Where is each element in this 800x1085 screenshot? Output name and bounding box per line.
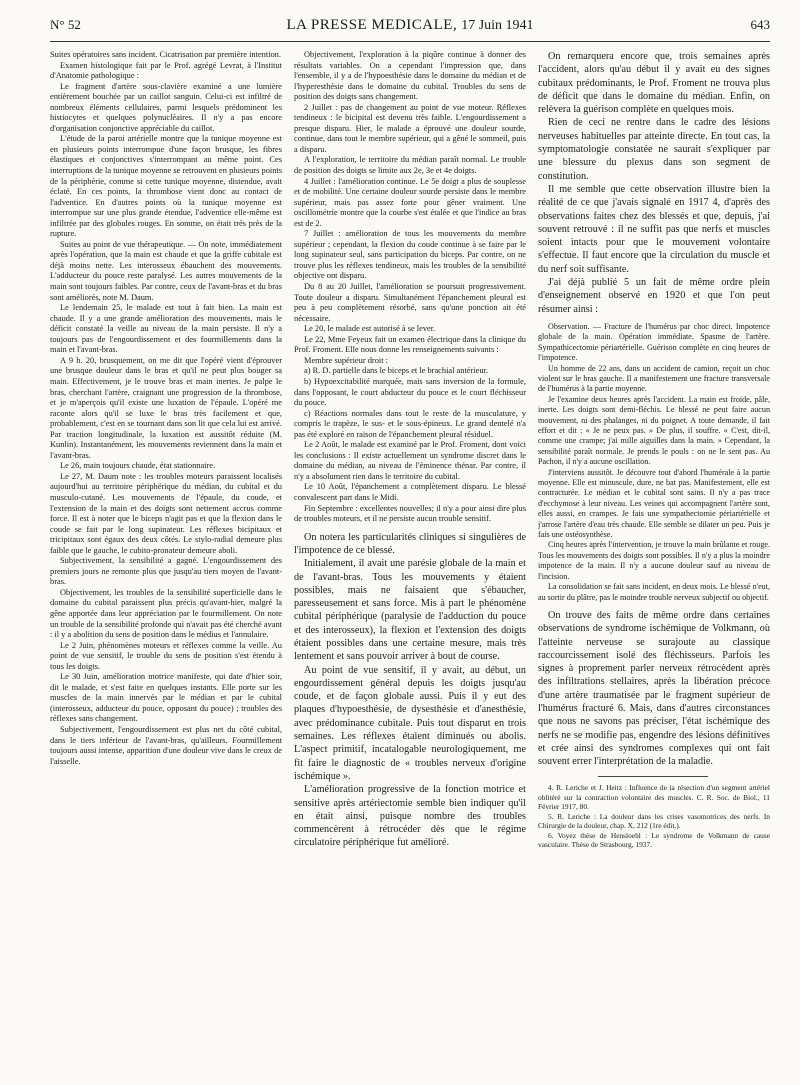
paragraph: J'ai déjà publié 5 un fait de même ordre plein d'enseignement observé en 1920 et que l'on peut résumer ainsi : (538, 277, 770, 315)
paragraph: Examen histologique fait par le Prof. agrégé Levrat, à l'Institut d'Anatomie pathologique : (50, 60, 282, 81)
paragraph: 4 Juillet : l'amélioration continue. Le 5e doigt a plus de souplesse et de mobilité. Une certaine douleur sourde persiste dans le membre supérieur, mais pas assez forte pour gêner vraiment. Une oscillométrie montre que la courbe s'est étalée et que l'indice au bras est de 2. (294, 176, 526, 228)
paragraph: Il me semble que cette observation illustre bien la réalité de ce que j'avais signalé en 1917 4, d'après des observations faites chez des blessés et que, depuis, j'ai souvent retrouvé : il ne suffit pas que nerfs et muscles soient intacts pour que le mouvement volontaire s'effectue. Il faut encore que la circulation du muscle et du nerf soit suffisante. (538, 183, 770, 275)
running-header (50, 16, 770, 42)
footnote-divider (598, 776, 708, 777)
paragraph: On remarquera encore que, trois semaines après l'accident, alors qu'au début il y avait eu des signes cubitaux prédominants, le Prof. Froment ne trouva plus de déficit que dans le domaine du médian. Enfin, on relèvera la guérison complète en quelques mois. (538, 51, 770, 116)
footnote: 5. R. Leriche : La douleur dans les crises vasomotrices des nerfs. In Chirurgie de la douleur, chap. X, 212 (1re édit.). (538, 811, 770, 831)
paragraph: Le 22, Mme Feyeux fait un examen électrique dans la clinique du Prof. Froment. Elle nous donne les renseignements suivants : (294, 334, 526, 355)
paragraph: Observation. — Fracture de l'humérus par choc direct. Impotence globale de la main. Opération immédiate. Spasme de l'artère. Sympathicectomie périartérielle. Guérison complète en cinq heures de l'impotence. (538, 321, 770, 363)
column-left (50, 50, 282, 1085)
paragraph: b) Hypoexcitabilité marquée, mais sans inversion de la formule, dans l'opposant, le court abducteur du pouce et le court fléchisseur du pouce. (294, 376, 526, 408)
paragraph: Le 10 Août, l'épanchement a complètement disparu. Le blessé convalescent part dans le Midi. (294, 482, 526, 502)
paragraph: Cinq heures après l'intervention, je trouve la main brûlante et rouge. Tous les mouvements des doigts sont possibles. Il n'y a plus la moindre impotence de la main. Il n'y a aucune douleur sauf au niveau de l'incision. (538, 540, 770, 581)
column-middle (294, 50, 526, 1085)
paragraph: On notera les particularités cliniques si singulières de l'impotence de ce blessé. (294, 531, 526, 556)
paragraph: Au point de vue sensitif, il y avait, au début, un engourdissement général depuis les doigts jusqu'au coude, et de façon globale aussi. Puis il y eut des plaques d'hypoesthésie, de dysesthésie et d'anesthésie, avec prédominance cubitale. Puis tout disparut en trois semaines. Les réflexes étaient diminués ou abolis. L'aspect primitif, incatalogable neurologiquement, me fit faire le diagnostic de « troubles nerveux d'origine ischémique ». (294, 664, 526, 782)
paragraph: Subjectivement, l'engourdissement est plus net du côté cubital, dans le tiers inférieur de l'avant-bras, qu'ailleurs. Fourmillement toujours aussi intense, apparition d'une douleur vive dans le creux de l'aisselle. (50, 725, 282, 766)
paragraph: Rien de ceci ne rentre dans le cadre des lésions nerveuses habituelles par atteinte directe. En tout cas, la symptomatologie constatée ne saurait s'expliquer par une blessure du plexus dans son segment de constitution. (538, 117, 770, 182)
paragraph: Initialement, il avait une parésie globale de la main et de l'avant-bras. Tous les mouvements y étaient possibles, mais ne faisaient que s'ébaucher, paresseusement et sans force. Mis à part le phénomène cubital périphérique (paralysie de l'adduction du pouce et des interosseux), la flexion et l'extension des doigts étaient possibles dans une certaine mesure, mais très lentement et sans pouvoir arriver à bout de course. (294, 558, 526, 663)
paragraph: 7 Juillet : amélioration de tous les mouvements du membre supérieur ; cependant, la flexion du coude continue à se faire par le long supinateur seul, sans participation du biceps. Par contre, on ne trouve plus les réflexes tendineux, mais les troubles de la sensibilité objective ont disparu. (294, 229, 526, 281)
paragraph: On trouve des faits de même ordre dans certaines observations de syndrome ischémique de Volkmann, où l'atteinte nerveuse se surajoute au classique raccourcissement isolé des fléchisseurs. Parfois les signes à proprement parler nerveux rétrocèdent après des infiltrations stellaires, après la libération précoce d'une artère traumatisée par le fragment supérieur de l'humérus fracturé 6. Mais, dans d'autres circonstances que nous ne savons pas préciser, l'état ischémique des nerfs ne se modifie pas, engendre des lésions définitives et crée ainsi des syndromes complexes qui ont fait souvent errer l'interprétation de la maladie. (538, 609, 770, 768)
paragraph: c) Réactions normales dans tout le reste de la musculature, y compris le trapèze, le sus- et le sous-épineux. Le grand dentelé n'a pas été exploré en raison de l'épanchement pleural résiduel. (294, 408, 526, 439)
paragraph: 2 Juillet : pas de changement au point de vue moteur. Réflexes tendineux : le bicipital est devenu très faible. L'engourdissement a presque disparu. Hier, le malade a éprouvé une douleur sourde, continue, dans tout le membre supérieur, qui a gêné le sommeil, puis a disparu. (294, 102, 526, 154)
paragraph: Objectivement, les troubles de la sensibilité superficielle dans le domaine du cubital paraissent plus précis qu'avant-hier, malgré la gêne apportée dans leur appréciation par le fourmillement. On note un trouble de la sensibilité profonde qui n'avait pas été cherché avant : il y a abolition du sens de position dans le médius et l'annulaire. (50, 587, 282, 640)
paragraph: A 9 h. 20, brusquement, on me dit que l'opéré vient d'éprouver une brusque douleur dans le bras et qu'il ne peut plus bouger sa main. Effectivement, je le trouve bras et main inertes. Je palpe le bras, cherchant l'artère, craignant une progression de la thrombose, et je m'aperçois qu'il existe une luxation de l'épaule. L'opéré me raconte alors qu'il se luxe le bras très facilement et que, probablement, c'est en se tournant dans son lit que cela lui est arrivé. Par traction longitudinale, la luxation est aussitôt réduite (M. Kunlin). Instantanément, les mouvements reviennent dans la main et l'avant-bras. (50, 355, 282, 460)
footnote: 6. Voyez thèse de Hensloehl : Le syndrome de Volkmann de cause vasculaire. Thèse de Strasbourg, 1937. (538, 830, 770, 849)
footnote: 4. R. Leriche et J. Heitz : Influence de la résection d'un segment artériel oblitéré sur la contraction volontaire des muscles. C. R. Soc. de Biol., 11 Février 1917, 80. (538, 783, 770, 812)
paragraph: A l'exploration, le territoire du médian paraît normal. Le trouble de position des doigts se limite aux 2e, 3e et 4e doigts. (294, 155, 526, 176)
issue-date: 17 Juin 1941 (461, 18, 534, 33)
paragraph: a) R. D. partielle dans le biceps et le brachial antérieur. (304, 366, 488, 376)
page-number: 643 (750, 17, 770, 32)
paragraph: Membre supérieur droit : (304, 355, 388, 365)
paragraph: L'amélioration progressive de la fonction motrice et sensitive après artériectomie semble bien indiquer qu'il en était ainsi, puisque nombre des troubles commencèrent à rétrocéder dès que le régime circulatoire périphérique fut amélioré. (294, 784, 526, 849)
paragraph: Le 2 Juin, phénomènes moteurs et réflexes comme la veille. Au point de vue sensitif, le trouble du sens de position s'est étendu à tous les doigts. (50, 640, 282, 671)
paragraph: Le 26, main toujours chaude, état stationnaire. (60, 461, 216, 471)
text-columns (50, 50, 770, 1085)
paragraph: Le 20, le malade est autorisé à se lever. (304, 324, 436, 334)
journal-title: LA PRESSE MEDICALE, (286, 17, 458, 33)
paragraph: Subjectivement, la sensibilité a gagné. L'engourdissement des premiers jours ne remonte plus que jusqu'au tiers moyen de l'avant-bras. (50, 556, 282, 587)
paragraph: Un homme de 22 ans, dans un accident de camion, reçoit un choc violent sur le bras gauche. Il a manifestement une fracture transversale de l'humérus à la partie moyenne. (538, 363, 770, 394)
paragraph: Le fragment d'artère sous-clavière examiné a une lumière entièrement bouchée par un caillot sanguin. Celui-ci est infiltré de nombreux éléments cellulaires, parmi lesquels prédominent les histiocytes et quelques polynucléaires. Il n'y a pas encore d'organisation conjonctive appréciable du caillot. (50, 81, 282, 133)
paragraph: Du 8 au 20 Juillet, l'amélioration se poursuit progressivement. Toute douleur a disparu. Simultanément l'épanchement pleural est peu à peu complètement résorbé, sans qu'une ponction ait été nécessaire. (294, 282, 526, 323)
masthead (286, 16, 533, 34)
paragraph: Suites au point de vue thérapeutique. — On note, immédiatement après l'opération, que la main est chaude et que la griffe cubitale est déjà moins nette. Les interosseux ébauchent des mouvements. L'adducteur du pouce reste paralysé. Les autres mouvements de la main sont toujours faibles. Par contre, ceux de l'avant-bras et du bras sont améliorés, note M. Daum. (50, 239, 282, 302)
paragraph: Le 27, M. Daum note : les troubles moteurs paraissent localisés aujourd'hui au territoire périphérique du médian, du cubital et du musculo-cutané. Les mouvements de l'épaule, du coude, et l'extension de la main et des doigts sont nettement accrus comme force. Il est à noter que le biceps n'agit pas et que la flexion dans le coude se fait par le long supinateur. Les réflexes bicipitaux et tricipitaux sont égaux des deux côtés. Le stylo-radial demeure plus faible que le gauche, le cubito-pronateur demeure aboli. (50, 471, 282, 555)
paragraph: J'interviens aussitôt. Je découvre tout d'abord l'humérale à la partie moyenne. Elle est minuscule, dure, ne bat pas. Manifestement, elle est contracturée. Le médian et le cubital sont sains. Il n'y a pas trace d'ecchymose à leur niveau. Les veines qui accompagnent l'artère sont, elles aussi, en crampes. Je fais une sympathectomie périartérielle et j'arrose l'artère d'eau très chaude. Elle semble se dilater un peu. Puis je fais une ostéosynthèse. (538, 467, 770, 540)
paragraph: Suites opératoires sans incident. Cicatrisation par première intention. (50, 50, 281, 59)
column-right (538, 50, 770, 1085)
paragraph: Le 30 Juin, amélioration motrice manifeste, qui date d'hier soir, dit le malade, et s'est faite en quelques instants. Elle porte sur les muscles de la main innervés par le médian et par le cubital (interosseux, adducteur du pouce, opposant du pouce) ; troubles des réflexes sans changement. (50, 672, 282, 724)
paragraph: La consolidation se fait sans incident, en deux mois. Le blessé n'eut, au sortir du plâtre, pas le moindre trouble nerveux subjectif ou objectif. (538, 582, 770, 602)
issue-number: N° 52 (50, 17, 81, 32)
paragraph: Le 2 Août, le malade est examiné par le Prof. Froment, dont voici les conclusions : Il existe actuellement un syndrome discret dans le domaine du médian, au niveau de l'éminence thénar. Par contre, il n'y a absolument rien dans le territoire du cubital. (294, 440, 526, 481)
paragraph: Je l'examine deux heures après l'accident. La main est froide, pâle, inerte. Les doigts sont demi-fléchis. Le blessé ne peut faire aucun mouvement, ni des phalanges, ni du poignet. A toute demande, il fait effort et dit : « Je ne peux pas. » De plus, il souffre. « C'est, dit-il, comme une crampe; j'ai mille aiguilles dans la main. » Cependant, la sensibilité paraît normale. Je prends le pouls : on ne le sent pas. Au Pachon, il n'y a aucune oscillation. (538, 394, 770, 467)
paragraph: L'étude de la paroi artérielle montre que la tunique moyenne est en plusieurs points interrompue d'une façon brusque, les fibres élastiques et conjonctives s'interrompant au même point. Ces interruptions de la tunique moyenne se retrouvent en plusieurs points de la périphérie, comme si cette tunique moyenne, distendue, avait éclaté. En ces points, la thrombose vient donc au contact de l'adventice. En d'autres points où la tunique moyenne est interrompue sur une plus grande étendue, l'adventice elle-même est infiltrée par des globules rouges. En somme, on était très près de la rupture. (50, 134, 282, 239)
paragraph: Fin Septembre : excellentes nouvelles; il n'y a pour ainsi dire plus de troubles moteurs, et il ne persiste aucun trouble sensitif. (294, 503, 526, 524)
paragraph: Le lendemain 25, le malade est tout à fait bien. La main est chaude. Il y a une grande amélioration des mouvements, mais le déficit constaté la veille au niveau de la main persiste. Il n'y a toujours pas de l'engourdissement et des fourmillements dans la main et l'avant-bras. (50, 303, 282, 355)
paragraph: Objectivement, l'exploration à la piqûre continue à donner des résultats variables. On a cependant l'impression que, dans l'ensemble, il y a de l'hypoesthésie dans le domaine du médian et de l'hyperesthésie dans le domaine du cubital. Troubles du sens de position des doigts sans changement. (294, 50, 526, 102)
